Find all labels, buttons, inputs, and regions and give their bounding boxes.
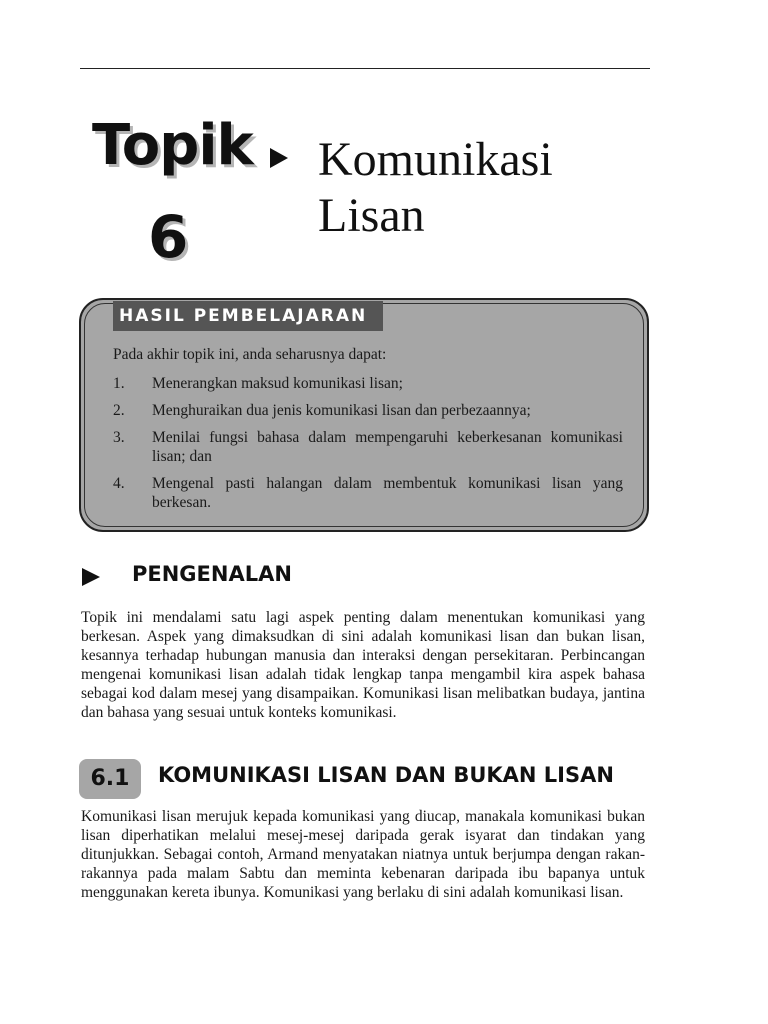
- list-item-text: Menerangkan maksud komunikasi lisan;: [152, 375, 403, 392]
- list-item-number: 3.: [113, 429, 125, 446]
- topic-title-line2: Lisan: [318, 189, 425, 242]
- list-item-text: Menilai fungsi bahasa dalam mempengaruhi keberkesanan komunikasi lisan; dan: [152, 429, 623, 465]
- intro-heading: PENGENALAN: [132, 562, 292, 586]
- section-number-badge: 6.1: [79, 759, 141, 799]
- list-item-number: 1.: [113, 375, 125, 392]
- learning-outcomes-header: HASIL PEMBELAJARAN: [113, 301, 383, 331]
- list-item: [113, 474, 623, 512]
- topic-title-line1: Komunikasi: [318, 133, 553, 186]
- topic-title: [318, 132, 553, 244]
- list-item-number: 2.: [113, 402, 125, 419]
- triangle-right-icon: [82, 568, 100, 586]
- list-item: [113, 401, 623, 420]
- section-paragraph: Komunikasi lisan merujuk kepada komunikasi yang diucap, manakala komunikasi bukan lisan diperhatikan melalui mesej-mesej daripada gerak isyarat dan tindakan yang ditunjukkan. Sebagai contoh, Armand menyatakan niatnya untuk berjumpa dengan rakan-rakannya pada malam Sabtu dan meminta kebenaran daripada ibu bapanya untuk menggunakan kereta ibunya. Komunikasi yang berlaku di sini adalah komunikasi lisan.: [81, 808, 645, 901]
- topic-label: Topik: [92, 113, 253, 178]
- topic-number: 6: [148, 203, 189, 271]
- list-item-number: 4.: [113, 475, 125, 492]
- section-heading: KOMUNIKASI LISAN DAN BUKAN LISAN: [158, 763, 614, 787]
- list-item: [113, 428, 623, 466]
- list-item: [113, 374, 623, 393]
- intro-paragraph: Topik ini mendalami satu lagi aspek penting dalam menentukan komunikasi yang berkesan. Aspek yang dimaksudkan di sini adalah komunikasi lisan dan bukan lisan, kesannya terhadap hubungan manusia dan interaksi dengan persekitaran. Perbincangan mengenai komunikasi lisan adalah tidak lengkap tanpa mengambil kira aspek bahasa sebagai kod dalam mesej yang disampaikan. Komunikasi lisan melibatkan budaya, jantina dan bahasa yang sesuai untuk konteks komunikasi.: [81, 609, 645, 721]
- learning-outcomes-intro: Pada akhir topik ini, anda seharusnya dapat:: [113, 346, 387, 363]
- top-rule: [80, 68, 650, 69]
- list-item-text: Menghuraikan dua jenis komunikasi lisan dan perbezaannya;: [152, 402, 531, 419]
- learning-outcomes-list: [113, 374, 623, 520]
- triangle-right-icon: [270, 148, 288, 168]
- list-item-text: Mengenal pasti halangan dalam membentuk komunikasi lisan yang berkesan.: [152, 475, 623, 511]
